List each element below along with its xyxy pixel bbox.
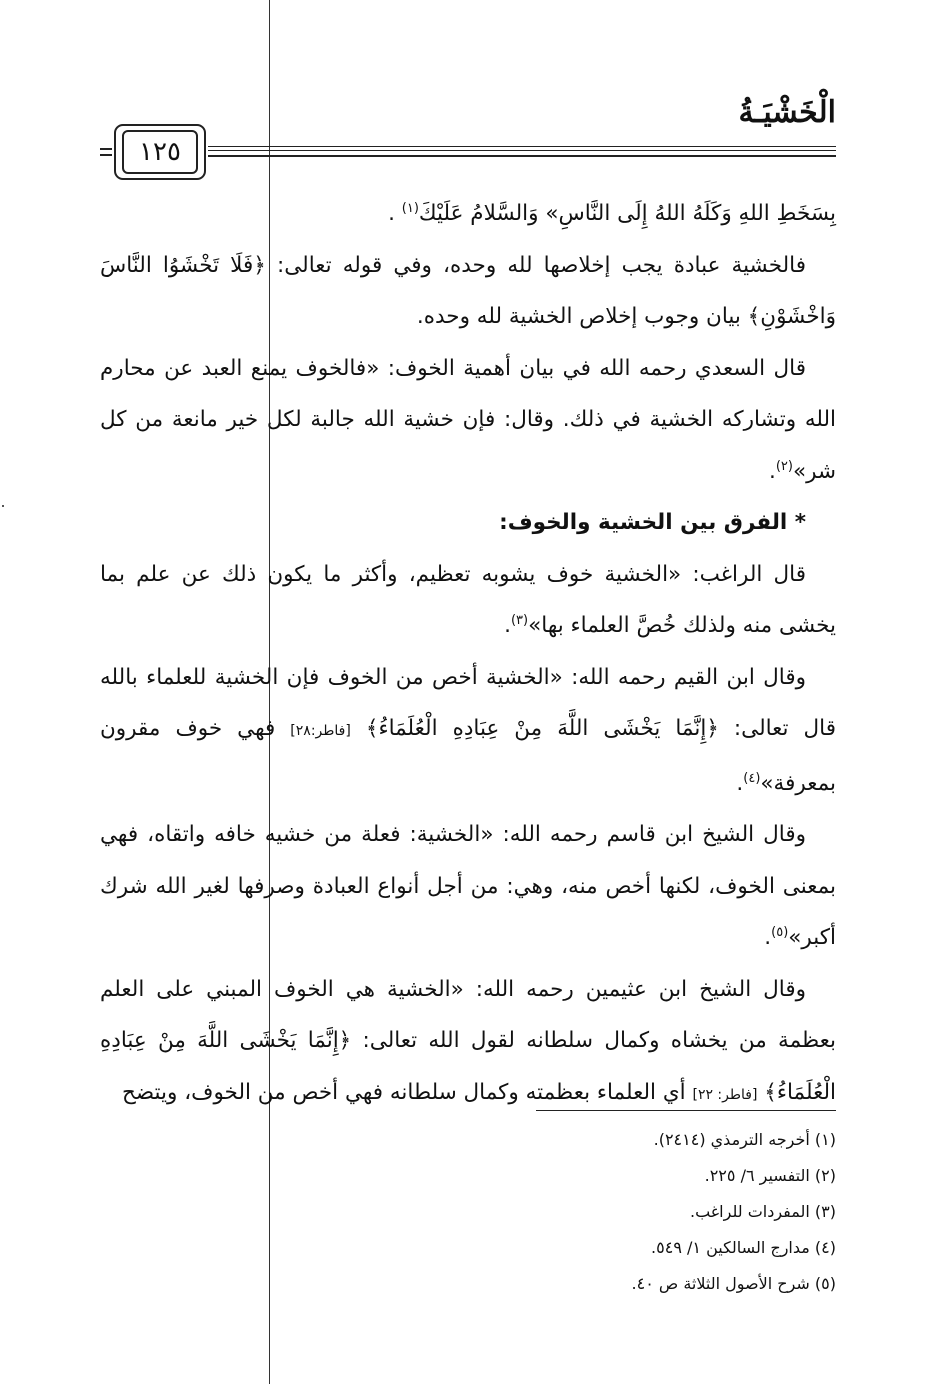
scan-speck xyxy=(2,505,4,507)
page-body xyxy=(100,188,836,1121)
footnote-ref-5: (٥) xyxy=(771,924,789,940)
paragraph-1: بِسَخَطِ اللهِ وَكَلَهُ اللهُ إِلَى النَّاسِ» وَالسَّلامُ عَلَيْكَ$^{(١)}$ . xyxy=(388,200,836,226)
paragraph-3: قال السعدي رحمه الله في بيان أهمية الخوف: «فالخوف يمنع العبد عن محارم الله وتشاركه الخشية في ذلك. وقال: فإن خشية الله جالبة لكل خير مانعة من كل شر»$^{(٢)}$. xyxy=(100,355,836,484)
section-heading: * الفرق بين الخشية والخوف: xyxy=(499,510,806,535)
header-rule xyxy=(208,146,836,160)
quran-citation: [فاطر:٢٨] xyxy=(290,723,351,739)
footnote-item: (٤) مدارج السالكين ١/ ٥٤٩. xyxy=(651,1238,836,1257)
quran-citation: [فاطر: ٢٢] xyxy=(692,1086,758,1103)
paragraph-6: وقال الشيخ ابن قاسم رحمه الله: «الخشية: فعلة من خشيه خافه واتقاه، فهي بمعنى الخوف، لكنها أخص منه، وهي: من أجل أنواع العبادة وصرفها لغير الله شرك أكبر»$^{(٥)}$. xyxy=(100,822,836,950)
footnote-ref-1: (١) xyxy=(401,200,419,216)
footnote-separator xyxy=(536,1110,836,1111)
paragraph-5: وقال ابن القيم رحمه الله: «الخشية أخص من الخوف فإن الخشية للعلماء بالله قال تعالى: ﴿إِنَّمَا يَخْشَى اللَّهَ مِنْ عِبَادِهِ الْعُلَمَاءُ﴾ [فاطر:٢٨] فهي خوف مقرون بمعرفة»$^{(٤)}$. xyxy=(100,664,837,796)
footnote-item: (١) أخرجه الترمذي (٢٤١٤). xyxy=(653,1130,836,1149)
footnotes xyxy=(436,1122,836,1302)
page-header-title: الْخَشْيَـةُ xyxy=(738,95,836,130)
paragraph-4: قال الراغب: «الخشية خوف يشوبه تعظيم، وأكثر ما يكون ذلك عن علم بما يخشى منه ولذلك خُصَّ العلماء بها»$^{(٣)}$. xyxy=(100,561,836,638)
paragraph-7: وقال الشيخ ابن عثيمين رحمه الله: «الخشية هي الخوف المبني على العلم بعظمة من يخشاه وكمال سلطانه لقول الله تعالى: ﴿إِنَّمَا يَخْشَى اللَّهَ مِنْ عِبَادِهِ الْعُلَمَاءُ﴾ [فاطر: ٢٢] أي العلماء بعظمته وكمال سلطانه فهي أخص من الخوف، ويتضح xyxy=(100,976,836,1105)
footnote-ref-2: (٢) xyxy=(775,458,793,474)
footnote-item: (٥) شرح الأصول الثلاثة ص ٤٠. xyxy=(631,1274,836,1293)
footnote-ref-3: (٣) xyxy=(510,612,529,628)
footnote-item: (٣) المفردات للراغب. xyxy=(690,1202,836,1221)
header-rule-end xyxy=(100,148,112,158)
page-number: ١٢٥ xyxy=(122,130,198,174)
paragraph-2: فالخشية عبادة يجب إخلاصها لله وحده، وفي قوله تعالى: ﴿فَلَا تَخْشَوُا النَّاسَ وَاخْشَوْنِ﴾ بيان وجوب إخلاص الخشية لله وحده. xyxy=(100,252,836,329)
footnote-item: (٢) التفسير ٦/ ٢٢٥. xyxy=(704,1166,836,1185)
footnote-ref-4: (٤) xyxy=(743,770,761,786)
